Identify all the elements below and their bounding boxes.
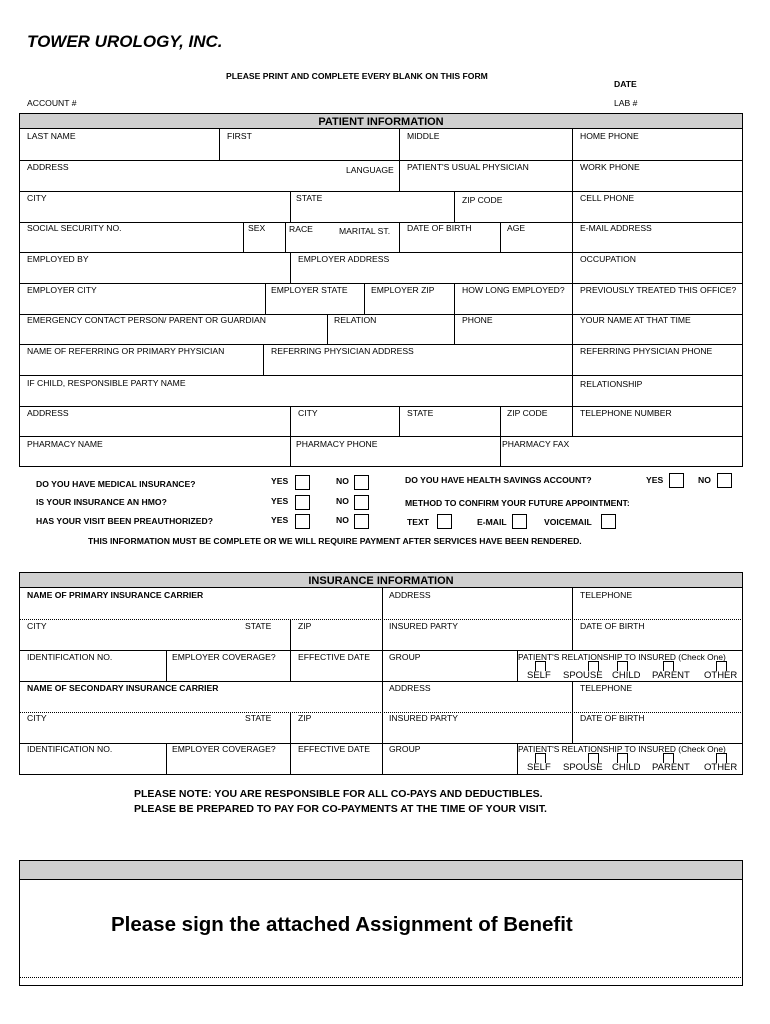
- parent-label: PARENT: [652, 762, 690, 773]
- other-label: OTHER: [704, 670, 738, 681]
- medical-insurance-question: DO YOU HAVE MEDICAL INSURANCE?: [36, 479, 196, 489]
- hmo-no-checkbox[interactable]: [354, 495, 369, 510]
- other-label: OTHER: [704, 762, 738, 773]
- relation-field[interactable]: RELATION: [334, 315, 377, 325]
- previously-treated-field[interactable]: PREVIOUSLY TREATED THIS OFFICE?: [580, 285, 737, 295]
- home-phone-field[interactable]: HOME PHONE: [580, 131, 639, 141]
- preauth-question: HAS YOUR VISIT BEEN PREAUTHORIZED?: [36, 516, 213, 526]
- employer-address-field[interactable]: EMPLOYER ADDRESS: [298, 254, 390, 264]
- responsible-party-field[interactable]: IF CHILD, RESPONSIBLE PARTY NAME: [27, 378, 186, 388]
- hmo-question: IS YOUR INSURANCE AN HMO?: [36, 497, 167, 507]
- copay-note-line2: PLEASE BE PREPARED TO PAY FOR CO-PAYMENTS AT THE TIME OF YOUR VISIT.: [134, 803, 547, 815]
- party-zip-field[interactable]: ZIP CODE: [507, 408, 548, 418]
- pharmacy-name-field[interactable]: PHARMACY NAME: [27, 439, 103, 449]
- sex-field[interactable]: SEX: [248, 223, 266, 233]
- primary-city-field[interactable]: CITY: [27, 621, 47, 631]
- hsa-question: DO YOU HAVE HEALTH SAVINGS ACCOUNT?: [405, 475, 592, 485]
- occupation-field[interactable]: OCCUPATION: [580, 254, 637, 264]
- zip-code-field[interactable]: ZIP CODE: [462, 195, 503, 205]
- company-title: TOWER UROLOGY, INC.: [27, 32, 223, 51]
- cell-phone-field[interactable]: CELL PHONE: [580, 193, 635, 203]
- primary-employer-coverage-field[interactable]: EMPLOYER COVERAGE?: [172, 652, 276, 662]
- preauth-no-checkbox[interactable]: [354, 514, 369, 529]
- age-field[interactable]: AGE: [507, 223, 526, 233]
- voicemail-checkbox[interactable]: [601, 514, 616, 529]
- state-field[interactable]: STATE: [296, 193, 323, 203]
- secondary-insured-party-field[interactable]: INSURED PARTY: [389, 713, 458, 723]
- text-checkbox[interactable]: [437, 514, 452, 529]
- copay-note-line1: PLEASE NOTE: YOU ARE RESPONSIBLE FOR ALL CO-PAYS AND DEDUCTIBLES.: [134, 788, 543, 800]
- secondary-state-field[interactable]: STATE: [245, 713, 272, 723]
- address-field[interactable]: ADDRESS: [27, 162, 69, 172]
- self-label: SELF: [527, 670, 551, 681]
- employer-zip-field[interactable]: EMPLOYER ZIP: [371, 285, 435, 295]
- primary-dob-field[interactable]: DATE OF BIRTH: [580, 621, 645, 631]
- pharmacy-fax-field[interactable]: PHARMACY FAX: [502, 439, 570, 449]
- employer-city-field[interactable]: EMPLOYER CITY: [27, 285, 97, 295]
- yes-label: YES: [271, 476, 289, 486]
- spouse-label: SPOUSE: [563, 670, 603, 681]
- email-checkbox[interactable]: [512, 514, 527, 529]
- primary-effective-date-field[interactable]: EFFECTIVE DATE: [298, 652, 370, 662]
- how-long-employed-field[interactable]: HOW LONG EMPLOYED?: [462, 285, 565, 295]
- spouse-label: SPOUSE: [563, 762, 603, 773]
- secondary-carrier-field[interactable]: NAME OF SECONDARY INSURANCE CARRIER: [27, 683, 219, 693]
- hmo-yes-checkbox[interactable]: [295, 495, 310, 510]
- secondary-id-field[interactable]: IDENTIFICATION NO.: [27, 744, 113, 754]
- lab-label: LAB #: [614, 98, 638, 108]
- middle-name-field[interactable]: MIDDLE: [407, 131, 440, 141]
- secondary-effective-date-field[interactable]: EFFECTIVE DATE: [298, 744, 370, 754]
- insurance-info-title: INSURANCE INFORMATION: [308, 575, 454, 587]
- name-at-that-time-field[interactable]: YOUR NAME AT THAT TIME: [580, 315, 691, 325]
- signature-line: [19, 977, 743, 978]
- primary-group-field[interactable]: GROUP: [389, 652, 421, 662]
- ssn-field[interactable]: SOCIAL SECURITY NO.: [27, 223, 122, 233]
- primary-address-field[interactable]: ADDRESS: [389, 590, 431, 600]
- employed-by-field[interactable]: EMPLOYED BY: [27, 254, 89, 264]
- primary-telephone-field[interactable]: TELEPHONE: [580, 590, 633, 600]
- child-label: CHILD: [612, 670, 641, 681]
- medical-insurance-no-checkbox[interactable]: [354, 475, 369, 490]
- emergency-phone-field[interactable]: PHONE: [462, 315, 493, 325]
- marital-status-field[interactable]: MARITAL ST.: [339, 226, 391, 236]
- hsa-yes-checkbox[interactable]: [669, 473, 684, 488]
- email-address-field[interactable]: E-MAIL ADDRESS: [580, 223, 652, 233]
- party-address-field[interactable]: ADDRESS: [27, 408, 69, 418]
- no-label: NO: [336, 515, 349, 525]
- secondary-employer-coverage-field[interactable]: EMPLOYER COVERAGE?: [172, 744, 276, 754]
- usual-physician-field[interactable]: PATIENT'S USUAL PHYSICIAN: [407, 162, 529, 172]
- referring-physician-name-field[interactable]: NAME OF REFERRING OR PRIMARY PHYSICIAN: [27, 346, 225, 356]
- referring-physician-phone-field[interactable]: REFERRING PHYSICIAN PHONE: [580, 346, 713, 356]
- date-of-birth-field[interactable]: DATE OF BIRTH: [407, 223, 472, 233]
- relationship-field[interactable]: RELATIONSHIP: [580, 379, 643, 389]
- city-field[interactable]: CITY: [27, 193, 47, 203]
- patient-info-title: PATIENT INFORMATION: [318, 116, 444, 128]
- no-label: NO: [698, 475, 711, 485]
- secondary-group-field[interactable]: GROUP: [389, 744, 421, 754]
- language-field[interactable]: LANGUAGE: [346, 165, 394, 175]
- preauth-yes-checkbox[interactable]: [295, 514, 310, 529]
- primary-zip-field[interactable]: ZIP: [298, 621, 312, 631]
- party-telephone-field[interactable]: TELEPHONE NUMBER: [580, 408, 672, 418]
- completion-warning: THIS INFORMATION MUST BE COMPLETE OR WE WILL REQUIRE PAYMENT AFTER SERVICES HAVE BEEN RENDERED.: [88, 536, 582, 546]
- voicemail-option-label: VOICEMAIL: [544, 517, 592, 527]
- date-label: DATE: [614, 79, 637, 89]
- primary-state-field[interactable]: STATE: [245, 621, 272, 631]
- text-option-label: TEXT: [407, 517, 429, 527]
- secondary-city-field[interactable]: CITY: [27, 713, 47, 723]
- form-instruction: PLEASE PRINT AND COMPLETE EVERY BLANK ON THIS FORM: [226, 71, 488, 81]
- referring-physician-address-field[interactable]: REFERRING PHYSICIAN ADDRESS: [271, 346, 414, 356]
- confirm-method-question: METHOD TO CONFIRM YOUR FUTURE APPOINTMENT:: [405, 498, 630, 508]
- self-label: SELF: [527, 762, 551, 773]
- primary-id-field[interactable]: IDENTIFICATION NO.: [27, 652, 113, 662]
- pharmacy-phone-field[interactable]: PHARMACY PHONE: [296, 439, 378, 449]
- account-label: ACCOUNT #: [27, 98, 77, 108]
- child-label: CHILD: [612, 762, 641, 773]
- last-name-field[interactable]: LAST NAME: [27, 131, 76, 141]
- party-state-field[interactable]: STATE: [407, 408, 434, 418]
- email-option-label: E-MAIL: [477, 517, 507, 527]
- primary-carrier-field[interactable]: NAME OF PRIMARY INSURANCE CARRIER: [27, 590, 204, 600]
- hsa-no-checkbox[interactable]: [717, 473, 732, 488]
- yes-label: YES: [271, 496, 289, 506]
- primary-relationship-label: PATIENT'S RELATIONSHIP TO INSURED (Check One): [518, 652, 726, 662]
- first-name-field[interactable]: FIRST: [227, 131, 252, 141]
- primary-insured-party-field[interactable]: INSURED PARTY: [389, 621, 458, 631]
- work-phone-field[interactable]: WORK PHONE: [580, 162, 640, 172]
- secondary-relationship-label: PATIENT'S RELATIONSHIP TO INSURED (Check One): [518, 744, 726, 754]
- no-label: NO: [336, 496, 349, 506]
- signature-box-header: [19, 860, 743, 880]
- race-field[interactable]: RACE: [289, 224, 313, 234]
- no-label: NO: [336, 476, 349, 486]
- secondary-zip-field[interactable]: ZIP: [298, 713, 312, 723]
- secondary-telephone-field[interactable]: TELEPHONE: [580, 683, 633, 693]
- employer-state-field[interactable]: EMPLOYER STATE: [271, 285, 348, 295]
- secondary-dob-field[interactable]: DATE OF BIRTH: [580, 713, 645, 723]
- yes-label: YES: [271, 515, 289, 525]
- assignment-of-benefit-note: Please sign the attached Assignment of Benefit: [111, 913, 573, 936]
- parent-label: PARENT: [652, 670, 690, 681]
- yes-label: YES: [646, 475, 664, 485]
- secondary-address-field[interactable]: ADDRESS: [389, 683, 431, 693]
- emergency-contact-field[interactable]: EMERGENCY CONTACT PERSON/ PARENT OR GUARDIAN: [27, 315, 266, 325]
- medical-insurance-yes-checkbox[interactable]: [295, 475, 310, 490]
- party-city-field[interactable]: CITY: [298, 408, 318, 418]
